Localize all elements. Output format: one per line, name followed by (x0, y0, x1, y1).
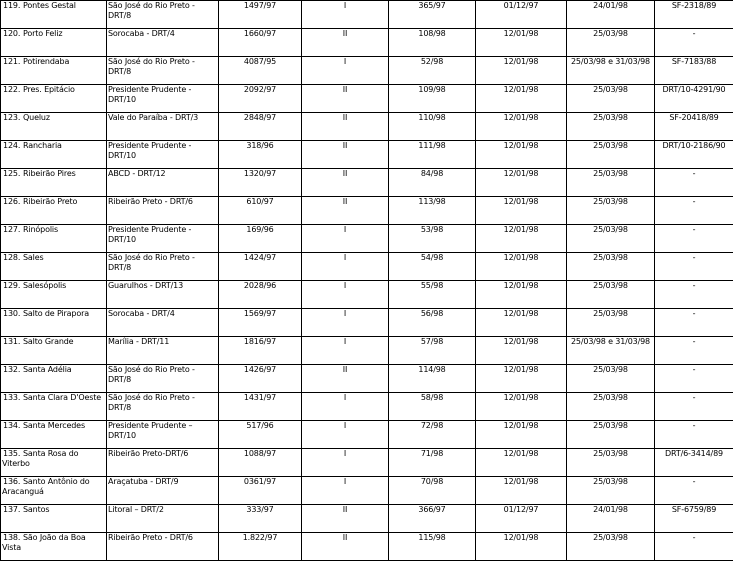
reference-cell: - (655, 309, 733, 337)
municipality-name: Santos (23, 505, 50, 514)
municipality-cell (1, 393, 107, 421)
reference-cell: - (655, 29, 733, 57)
date-cell: 12/01/98 (476, 365, 567, 393)
municipality-name: Porto Feliz (23, 29, 63, 38)
municipality-cell (1, 1, 107, 29)
reference-cell: DRT/10-4291/90 (655, 85, 733, 113)
publication-date-cell: 25/03/98 (567, 169, 655, 197)
row-number: 136. (3, 477, 21, 486)
regional-office-cell: Litoral – DRT/2 (107, 505, 219, 533)
reference-cell: - (655, 225, 733, 253)
reference-cell: - (655, 169, 733, 197)
reference-cell: SF-2318/89 (655, 1, 733, 29)
municipality-name: Santa Rosa do Viterbo (2, 449, 79, 468)
municipality-name: Santa Mercedes (23, 421, 85, 430)
publication-date-cell: 25/03/98 (567, 449, 655, 477)
regional-office-cell: Vale do Paraíba - DRT/3 (107, 113, 219, 141)
table-row (1, 197, 733, 225)
table-row (1, 29, 733, 57)
municipality-name: Potirendaba (23, 57, 70, 66)
table-row (1, 169, 733, 197)
table-row (1, 337, 733, 365)
group-cell: I (302, 281, 389, 309)
date-cell: 12/01/98 (476, 449, 567, 477)
municipality-cell (1, 337, 107, 365)
municipality-cell (1, 421, 107, 449)
regional-office-cell: Sorocaba - DRT/4 (107, 29, 219, 57)
date-cell: 01/12/97 (476, 505, 567, 533)
reference-cell: SF-6759/89 (655, 505, 733, 533)
row-number: 133. (3, 393, 21, 402)
process-number-cell: 1569/97 (219, 309, 302, 337)
date-cell: 12/01/98 (476, 85, 567, 113)
group-cell: II (302, 365, 389, 393)
municipality-cell (1, 29, 107, 57)
municipality-name: Ribeirão Preto (23, 197, 78, 206)
municipality-cell (1, 533, 107, 561)
municipality-name: Sales (23, 253, 44, 262)
reference-cell: DRT/10-2186/90 (655, 141, 733, 169)
row-number: 119. (3, 1, 21, 10)
regional-office-cell: Presidente Prudente - DRT/10 (107, 225, 219, 253)
process-number-cell: 2028/96 (219, 281, 302, 309)
municipality-name: São João da Boa Vista (2, 533, 86, 552)
act-number-cell: 70/98 (389, 477, 476, 505)
municipality-name: Rancharia (23, 141, 62, 150)
date-cell: 12/01/98 (476, 113, 567, 141)
regional-office-cell: Presidente Prudente - DRT/10 (107, 141, 219, 169)
table-row (1, 225, 733, 253)
group-cell: I (302, 421, 389, 449)
publication-date-cell: 25/03/98 e 31/03/98 (567, 337, 655, 365)
municipality-name: Santo Antônio do Aracanguá (2, 477, 90, 496)
table-row (1, 1, 733, 29)
table-row (1, 533, 733, 561)
process-number-cell: 2092/97 (219, 85, 302, 113)
act-number-cell: 113/98 (389, 197, 476, 225)
regional-office-cell: São José do Rio Preto - DRT/8 (107, 253, 219, 281)
act-number-cell: 109/98 (389, 85, 476, 113)
act-number-cell: 366/97 (389, 505, 476, 533)
table-row (1, 281, 733, 309)
row-number: 130. (3, 309, 21, 318)
municipality-cell (1, 113, 107, 141)
row-number: 134. (3, 421, 21, 430)
regional-office-cell: São José do Rio Preto - DRT/8 (107, 365, 219, 393)
regional-office-cell: Ribeirão Preto - DRT/6 (107, 197, 219, 225)
act-number-cell: 57/98 (389, 337, 476, 365)
table-row (1, 253, 733, 281)
municipality-name: Rinópolis (23, 225, 58, 234)
group-cell: II (302, 113, 389, 141)
group-cell: I (302, 393, 389, 421)
group-cell: I (302, 337, 389, 365)
group-cell: I (302, 253, 389, 281)
municipality-cell (1, 365, 107, 393)
publication-date-cell: 25/03/98 (567, 197, 655, 225)
reference-cell: - (655, 337, 733, 365)
regional-office-cell: Guarulhos - DRT/13 (107, 281, 219, 309)
act-number-cell: 115/98 (389, 533, 476, 561)
publication-date-cell: 25/03/98 (567, 253, 655, 281)
municipality-cell (1, 309, 107, 337)
table-body (1, 1, 733, 561)
group-cell: II (302, 169, 389, 197)
regional-office-cell: Ribeirão Preto-DRT/6 (107, 449, 219, 477)
act-number-cell: 53/98 (389, 225, 476, 253)
group-cell: II (302, 29, 389, 57)
reference-cell: - (655, 253, 733, 281)
reference-cell: SF-20418/89 (655, 113, 733, 141)
municipality-cell (1, 141, 107, 169)
publication-date-cell: 24/01/98 (567, 505, 655, 533)
date-cell: 12/01/98 (476, 197, 567, 225)
reference-cell: - (655, 197, 733, 225)
date-cell: 12/01/98 (476, 169, 567, 197)
regional-office-cell: Araçatuba - DRT/9 (107, 477, 219, 505)
publication-date-cell: 25/03/98 (567, 141, 655, 169)
group-cell: I (302, 477, 389, 505)
group-cell: I (302, 449, 389, 477)
table-row (1, 505, 733, 533)
date-cell: 12/01/98 (476, 29, 567, 57)
publication-date-cell: 25/03/98 (567, 85, 655, 113)
publication-date-cell: 25/03/98 (567, 533, 655, 561)
reference-cell: - (655, 365, 733, 393)
date-cell: 12/01/98 (476, 225, 567, 253)
act-number-cell: 108/98 (389, 29, 476, 57)
row-number: 122. (3, 85, 21, 94)
regional-office-cell: Presidente Prudente – DRT/10 (107, 421, 219, 449)
process-number-cell: 1.822/97 (219, 533, 302, 561)
row-number: 126. (3, 197, 21, 206)
row-number: 123. (3, 113, 21, 122)
reference-cell: - (655, 533, 733, 561)
process-number-cell: 610/97 (219, 197, 302, 225)
publication-date-cell: 25/03/98 (567, 477, 655, 505)
municipality-name: Salesópolis (23, 281, 67, 290)
regional-office-cell: ABCD - DRT/12 (107, 169, 219, 197)
act-number-cell: 110/98 (389, 113, 476, 141)
act-number-cell: 71/98 (389, 449, 476, 477)
date-cell: 12/01/98 (476, 309, 567, 337)
date-cell: 12/01/98 (476, 253, 567, 281)
municipality-cell (1, 57, 107, 85)
act-number-cell: 114/98 (389, 365, 476, 393)
process-number-cell: 318/96 (219, 141, 302, 169)
table-row (1, 141, 733, 169)
regional-office-cell: São José do Rio Preto - DRT/8 (107, 1, 219, 29)
table-row (1, 57, 733, 85)
act-number-cell: 365/97 (389, 1, 476, 29)
municipality-name: Salto de Pirapora (23, 309, 89, 318)
date-cell: 12/01/98 (476, 477, 567, 505)
regional-office-cell: Marília - DRT/11 (107, 337, 219, 365)
group-cell: II (302, 141, 389, 169)
date-cell: 12/01/98 (476, 337, 567, 365)
reference-cell: - (655, 421, 733, 449)
process-number-cell: 1320/97 (219, 169, 302, 197)
process-number-cell: 517/96 (219, 421, 302, 449)
row-number: 135. (3, 449, 21, 458)
act-number-cell: 72/98 (389, 421, 476, 449)
municipality-cell (1, 449, 107, 477)
group-cell: I (302, 57, 389, 85)
group-cell: II (302, 85, 389, 113)
process-number-cell: 169/96 (219, 225, 302, 253)
municipality-cell (1, 477, 107, 505)
table-row (1, 85, 733, 113)
row-number: 132. (3, 365, 21, 374)
table-row (1, 421, 733, 449)
row-number: 128. (3, 253, 21, 262)
group-cell: II (302, 197, 389, 225)
reference-cell: SF-7183/88 (655, 57, 733, 85)
act-number-cell: 84/98 (389, 169, 476, 197)
publication-date-cell: 25/03/98 (567, 29, 655, 57)
process-number-cell: 1088/97 (219, 449, 302, 477)
process-number-cell: 1816/97 (219, 337, 302, 365)
municipality-name: Pres. Epitácio (23, 85, 75, 94)
process-number-cell: 1431/97 (219, 393, 302, 421)
process-number-cell: 0361/97 (219, 477, 302, 505)
regional-office-cell: Presidente Prudente - DRT/10 (107, 85, 219, 113)
municipality-cell (1, 225, 107, 253)
municipality-cell (1, 85, 107, 113)
row-number: 129. (3, 281, 21, 290)
reference-cell: DRT/6-3414/89 (655, 449, 733, 477)
row-number: 120. (3, 29, 21, 38)
regional-office-cell: São José do Rio Preto - DRT/8 (107, 57, 219, 85)
row-number: 131. (3, 337, 21, 346)
reference-cell: - (655, 281, 733, 309)
row-number: 121. (3, 57, 21, 66)
municipality-cell (1, 253, 107, 281)
table-row (1, 365, 733, 393)
date-cell: 12/01/98 (476, 281, 567, 309)
act-number-cell: 55/98 (389, 281, 476, 309)
municipality-cell (1, 197, 107, 225)
group-cell: I (302, 309, 389, 337)
group-cell: I (302, 225, 389, 253)
process-number-cell: 4087/95 (219, 57, 302, 85)
municipality-cell (1, 281, 107, 309)
municipality-name: Salto Grande (23, 337, 74, 346)
act-number-cell: 58/98 (389, 393, 476, 421)
table-row (1, 113, 733, 141)
group-cell: II (302, 505, 389, 533)
table-row (1, 477, 733, 505)
date-cell: 12/01/98 (476, 421, 567, 449)
publication-date-cell: 25/03/98 (567, 309, 655, 337)
municipality-name: Pontes Gestal (23, 1, 76, 10)
publication-date-cell: 25/03/98 (567, 281, 655, 309)
municipality-name: Santa Clara D'Oeste (23, 393, 102, 402)
act-number-cell: 52/98 (389, 57, 476, 85)
act-number-cell: 56/98 (389, 309, 476, 337)
row-number: 137. (3, 505, 21, 514)
table-row (1, 393, 733, 421)
process-number-cell: 1426/97 (219, 365, 302, 393)
publication-date-cell: 24/01/98 (567, 1, 655, 29)
publication-date-cell: 25/03/98 (567, 113, 655, 141)
date-cell: 01/12/97 (476, 1, 567, 29)
row-number: 127. (3, 225, 21, 234)
regional-office-cell: São José do Rio Preto - DRT/8 (107, 393, 219, 421)
group-cell: I (302, 1, 389, 29)
municipality-name: Queluz (23, 113, 50, 122)
act-number-cell: 111/98 (389, 141, 476, 169)
regional-office-cell: Sorocaba - DRT/4 (107, 309, 219, 337)
group-cell: II (302, 533, 389, 561)
publication-date-cell: 25/03/98 (567, 225, 655, 253)
publication-date-cell: 25/03/98 (567, 393, 655, 421)
act-number-cell: 54/98 (389, 253, 476, 281)
publication-date-cell: 25/03/98 (567, 365, 655, 393)
row-number: 138. (3, 533, 21, 542)
process-number-cell: 2848/97 (219, 113, 302, 141)
date-cell: 12/01/98 (476, 533, 567, 561)
table-row (1, 449, 733, 477)
process-number-cell: 1497/97 (219, 1, 302, 29)
reference-cell: - (655, 393, 733, 421)
process-number-cell: 333/97 (219, 505, 302, 533)
date-cell: 12/01/98 (476, 393, 567, 421)
table-row (1, 309, 733, 337)
row-number: 125. (3, 169, 21, 178)
reference-cell: - (655, 477, 733, 505)
date-cell: 12/01/98 (476, 141, 567, 169)
date-cell: 12/01/98 (476, 57, 567, 85)
municipality-cell (1, 169, 107, 197)
row-number: 124. (3, 141, 21, 150)
process-number-cell: 1660/97 (219, 29, 302, 57)
publication-date-cell: 25/03/98 e 31/03/98 (567, 57, 655, 85)
process-number-cell: 1424/97 (219, 253, 302, 281)
municipality-name: Ribeirão Pires (23, 169, 76, 178)
municipality-cell (1, 505, 107, 533)
publication-date-cell: 25/03/98 (567, 421, 655, 449)
municipality-name: Santa Adélia (23, 365, 72, 374)
regional-office-cell: Ribeirão Preto - DRT/6 (107, 533, 219, 561)
